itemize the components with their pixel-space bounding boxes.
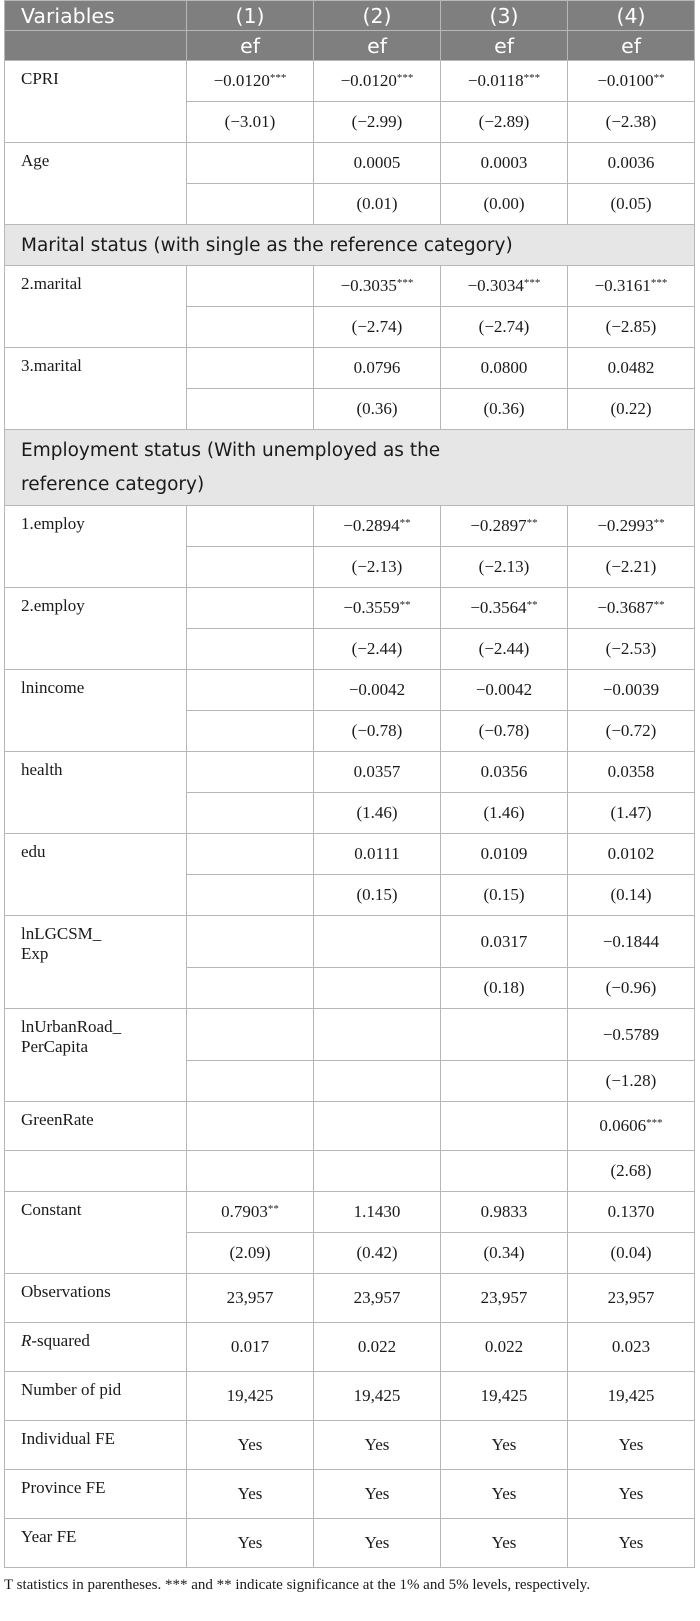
stat-cell: Yes [568, 1519, 695, 1568]
coef-cell: 0.0003 [441, 143, 568, 184]
tstat-cell: (−2.74) [441, 307, 568, 348]
tstat-cell: (0.05) [568, 184, 695, 225]
coef-cell: 1.1430 [314, 1192, 441, 1233]
variable-label: 3.marital [5, 348, 187, 430]
tstat-cell: (−2.38) [568, 102, 695, 143]
empty-cell [5, 1151, 187, 1192]
coef-row [5, 1009, 695, 1061]
tstat-cell: (0.42) [314, 1233, 441, 1274]
stat-row [5, 1421, 695, 1470]
variable-label: CPRI [5, 61, 187, 143]
coef-cell: −0.3035*** [314, 266, 441, 307]
stat-row [5, 1372, 695, 1421]
tstat-cell [187, 793, 314, 834]
coef-cell: −0.3034*** [441, 266, 568, 307]
stat-label: R-squared [5, 1323, 187, 1372]
tstat-cell: (−3.01) [187, 102, 314, 143]
stat-cell: Yes [441, 1470, 568, 1519]
variable-label: health [5, 752, 187, 834]
stat-label: Province FE [5, 1470, 187, 1519]
tstat-cell [187, 968, 314, 1009]
coef-cell: 0.7903** [187, 1192, 314, 1233]
tstat-cell: (1.46) [441, 793, 568, 834]
regression-table [4, 0, 695, 1568]
coef-row [5, 834, 695, 875]
coef-cell: 0.0036 [568, 143, 695, 184]
coef-cell: 0.0357 [314, 752, 441, 793]
coef-cell: −0.3564** [441, 588, 568, 629]
variable-label: GreenRate [5, 1102, 187, 1151]
column-subheader: ef [568, 31, 695, 61]
tstat-row [5, 1151, 695, 1192]
coef-cell: 0.0109 [441, 834, 568, 875]
tstat-cell [314, 968, 441, 1009]
coef-cell [187, 670, 314, 711]
section-row [5, 225, 695, 266]
stat-cell: 19,425 [314, 1372, 441, 1421]
coef-cell: 0.0796 [314, 348, 441, 389]
coef-cell: 0.0005 [314, 143, 441, 184]
tstat-cell: (−0.72) [568, 711, 695, 752]
stat-cell: 0.022 [441, 1323, 568, 1372]
coef-cell: −0.3559** [314, 588, 441, 629]
tstat-cell: (0.01) [314, 184, 441, 225]
tstat-cell: (0.04) [568, 1233, 695, 1274]
stat-cell: Yes [314, 1470, 441, 1519]
tstat-cell [187, 1061, 314, 1102]
coef-cell: 0.0358 [568, 752, 695, 793]
coef-cell: 0.0111 [314, 834, 441, 875]
coef-cell: −0.2897** [441, 506, 568, 547]
tstat-cell: (0.36) [314, 389, 441, 430]
tstat-cell: (−2.13) [314, 547, 441, 588]
stat-cell: Yes [314, 1421, 441, 1470]
tstat-cell: (−2.53) [568, 629, 695, 670]
stat-cell: Yes [568, 1421, 695, 1470]
tstat-cell [314, 1151, 441, 1192]
coef-cell: −0.3687** [568, 588, 695, 629]
coef-cell: 0.0482 [568, 348, 695, 389]
coef-row [5, 348, 695, 389]
tstat-cell: (−0.78) [441, 711, 568, 752]
coef-cell [441, 1009, 568, 1061]
coef-cell [187, 348, 314, 389]
coef-row [5, 670, 695, 711]
coef-cell: 0.0606*** [568, 1102, 695, 1151]
coef-cell [314, 1102, 441, 1151]
variable-label: lnLGCSM_ Exp [5, 916, 187, 1009]
tstat-cell [187, 307, 314, 348]
tstat-cell: (−2.74) [314, 307, 441, 348]
coef-row [5, 266, 695, 307]
coef-cell: −0.0042 [314, 670, 441, 711]
stat-cell: Yes [187, 1470, 314, 1519]
stat-label: Observations [5, 1274, 187, 1323]
coef-cell: 0.0102 [568, 834, 695, 875]
tstat-cell: (2.68) [568, 1151, 695, 1192]
stat-cell: Yes [441, 1519, 568, 1568]
tstat-cell: (1.46) [314, 793, 441, 834]
coef-cell: −0.0120*** [314, 61, 441, 102]
coef-cell: −0.0118*** [441, 61, 568, 102]
header-row [5, 1, 695, 31]
stat-cell: Yes [187, 1519, 314, 1568]
tstat-cell: (−2.44) [441, 629, 568, 670]
column-header: (2) [314, 1, 441, 31]
coef-cell: 0.0356 [441, 752, 568, 793]
variable-label: 1.employ [5, 506, 187, 588]
stat-row [5, 1519, 695, 1568]
stat-cell: 19,425 [187, 1372, 314, 1421]
coef-cell [187, 752, 314, 793]
tstat-cell: (0.22) [568, 389, 695, 430]
tstat-cell [441, 1151, 568, 1192]
coef-cell: −0.2894** [314, 506, 441, 547]
variable-label: 2.marital [5, 266, 187, 348]
coef-cell [187, 143, 314, 184]
tstat-cell [187, 1151, 314, 1192]
coef-cell [187, 834, 314, 875]
coef-cell [187, 1009, 314, 1061]
coef-cell [187, 916, 314, 968]
stat-row [5, 1470, 695, 1519]
stat-cell: 19,425 [441, 1372, 568, 1421]
coef-cell [314, 916, 441, 968]
coef-cell: 0.0800 [441, 348, 568, 389]
tstat-cell [187, 629, 314, 670]
stat-cell: Yes [441, 1421, 568, 1470]
coef-row [5, 588, 695, 629]
column-header: (3) [441, 1, 568, 31]
tstat-cell: (0.36) [441, 389, 568, 430]
coef-cell [187, 588, 314, 629]
tstat-cell: (−2.85) [568, 307, 695, 348]
stat-cell: 0.022 [314, 1323, 441, 1372]
coef-row [5, 506, 695, 547]
column-subheader: ef [314, 31, 441, 61]
coef-cell: 0.1370 [568, 1192, 695, 1233]
tstat-cell: (1.47) [568, 793, 695, 834]
coef-cell [187, 506, 314, 547]
variable-label: 2.employ [5, 588, 187, 670]
stat-cell: 23,957 [314, 1274, 441, 1323]
column-subheader: ef [441, 31, 568, 61]
tstat-cell: (−1.28) [568, 1061, 695, 1102]
subheader-row [5, 31, 695, 61]
variables-header: Variables [5, 1, 187, 31]
section-header-marital: Marital status (with single as the reference category) [5, 225, 695, 266]
coef-cell: −0.3161*** [568, 266, 695, 307]
column-subheader: ef [187, 31, 314, 61]
section-header-employment: Employment status (With unemployed as the reference category) [5, 430, 695, 506]
column-header: (1) [187, 1, 314, 31]
tstat-cell: (−2.13) [441, 547, 568, 588]
stat-cell: Yes [187, 1421, 314, 1470]
stat-cell: 0.023 [568, 1323, 695, 1372]
coef-cell: −0.0120*** [187, 61, 314, 102]
tstat-cell: (−0.96) [568, 968, 695, 1009]
coef-cell: −0.5789 [568, 1009, 695, 1061]
stat-label: Number of pid [5, 1372, 187, 1421]
section-row [5, 430, 695, 506]
stat-label: Individual FE [5, 1421, 187, 1470]
coef-row [5, 752, 695, 793]
tstat-cell [187, 875, 314, 916]
empty-cell [5, 31, 187, 61]
variable-label: edu [5, 834, 187, 916]
variable-label: Age [5, 143, 187, 225]
tstat-cell: (2.09) [187, 1233, 314, 1274]
tstat-cell: (0.18) [441, 968, 568, 1009]
coef-cell: 0.0317 [441, 916, 568, 968]
stat-cell: 23,957 [568, 1274, 695, 1323]
tstat-cell: (−2.89) [441, 102, 568, 143]
stat-row [5, 1274, 695, 1323]
variable-label: Constant [5, 1192, 187, 1274]
coef-cell [441, 1102, 568, 1151]
coef-row [5, 1102, 695, 1151]
coef-cell [314, 1009, 441, 1061]
coef-row [5, 916, 695, 968]
tstat-cell: (−2.99) [314, 102, 441, 143]
coef-cell: −0.2993** [568, 506, 695, 547]
tstat-cell: (0.14) [568, 875, 695, 916]
coef-cell: −0.0100** [568, 61, 695, 102]
tstat-cell: (0.34) [441, 1233, 568, 1274]
tstat-cell: (−2.44) [314, 629, 441, 670]
stat-row [5, 1323, 695, 1372]
table-footnote: T statistics in parentheses. *** and ** indicate significance at the 1% and 5% levels, respectively. [4, 1577, 591, 1593]
tstat-cell: (0.15) [314, 875, 441, 916]
variable-label: lnincome [5, 670, 187, 752]
coef-row [5, 1192, 695, 1233]
coef-cell: −0.0042 [441, 670, 568, 711]
coef-cell: −0.1844 [568, 916, 695, 968]
coef-cell: −0.0039 [568, 670, 695, 711]
tstat-cell [187, 184, 314, 225]
stat-cell: 23,957 [187, 1274, 314, 1323]
coef-cell [187, 266, 314, 307]
tstat-cell: (−0.78) [314, 711, 441, 752]
coef-cell: 0.9833 [441, 1192, 568, 1233]
tstat-cell [187, 547, 314, 588]
tstat-cell [187, 389, 314, 430]
coef-cell [187, 1102, 314, 1151]
variable-label: lnUrbanRoad_ PerCapita [5, 1009, 187, 1102]
column-header: (4) [568, 1, 695, 31]
coef-row [5, 143, 695, 184]
stat-cell: Yes [568, 1470, 695, 1519]
stat-cell: 19,425 [568, 1372, 695, 1421]
stat-cell: Yes [314, 1519, 441, 1568]
coef-row [5, 61, 695, 102]
stat-cell: 0.017 [187, 1323, 314, 1372]
tstat-cell: (0.00) [441, 184, 568, 225]
tstat-cell: (0.15) [441, 875, 568, 916]
tstat-cell [187, 711, 314, 752]
stat-label: Year FE [5, 1519, 187, 1568]
stat-cell: 23,957 [441, 1274, 568, 1323]
tstat-cell: (−2.21) [568, 547, 695, 588]
tstat-cell [441, 1061, 568, 1102]
tstat-cell [314, 1061, 441, 1102]
